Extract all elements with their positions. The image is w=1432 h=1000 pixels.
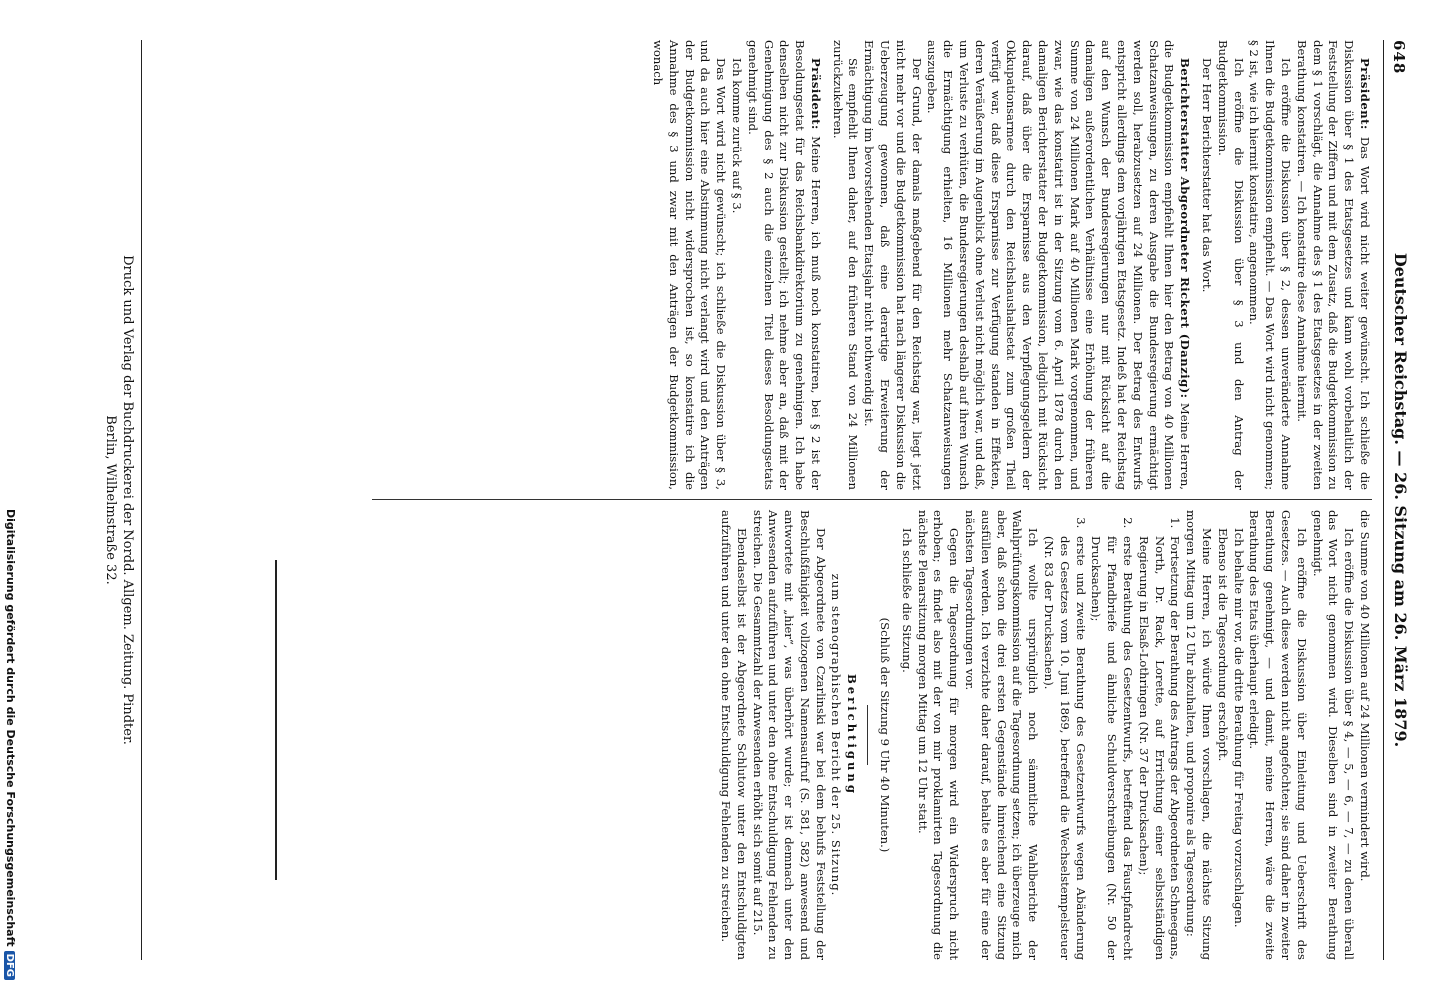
paragraph (924, 40, 1193, 490)
digitization-credit (4, 40, 17, 980)
paragraph-text: Der Grund, der damals maßgebend für den Reichstag war, liegt jetzt nicht mehr vor und die Budgetkommission hat nach längerer Diskussion die Ueberzeugung gewonnen, daß eine derartige Erweiterung der Ermächtigung im bevorstehenden Etatsjahr nicht nothwendig ist. (862, 40, 924, 490)
paragraph-text: Gegen die Tagesordnung für morgen wird ein Widerspruch nicht erhoben; es findet also mit der von mir proklamirten Tagesordnung die nächste Plenarsitzung morgen Mittag um 12 Uhr statt. (915, 510, 962, 960)
paragraph-text: Ich eröffne die Diskussion über § 3 und den Antrag der Budgetkommission. (1215, 40, 1246, 490)
paragraph-text: Meine Herren, ich würde Ihnen vorschlagen, die nächste Sitzung morgen Mittag um 12 Uhr abzuhalten, und proponire als Tagesordnung: (1184, 510, 1215, 960)
correction-subtitle: zum stenographischen Bericht der 25. Sitzung. (829, 573, 844, 897)
dfg-logo: DFG (4, 951, 15, 980)
paragraph (1214, 40, 1246, 490)
left-column (372, 40, 1372, 490)
column-divider (372, 499, 1372, 500)
page-header (1383, 40, 1414, 960)
paragraph (898, 510, 914, 960)
imprint (102, 40, 136, 960)
paragraph-text: Das Wort wird nicht gewünscht; ich schließe die Diskussion über § 3, und da auch hier eine Abstimmung nicht verlangt wird und den Anträgen der Budgetkommission nicht widersprochen ist, so konstatire ich die Annahme des § 3 und zwar mit den Anträgen der Budgetkommission, wonach (650, 40, 729, 490)
imprint-rule (141, 40, 142, 960)
closing-note: (Schluß der Sitzung 9 Uhr 40 Minuten.) (878, 617, 893, 853)
paragraph (1293, 40, 1372, 490)
correction-title: Berichtigung (845, 673, 860, 796)
paragraph-text: Ich komme zurück auf § 3. (729, 58, 744, 214)
paragraph (1214, 510, 1230, 960)
paragraph (1182, 510, 1214, 960)
imprint-line: Druck und Verlag der Buchdruckerei der Nordd. Allgem. Zeitung. Pindter. (120, 255, 135, 745)
paragraph (914, 510, 961, 960)
paragraph (1246, 40, 1293, 490)
paragraph (728, 40, 744, 490)
paragraph (1246, 510, 1309, 960)
paragraph-text: Ebenso ist die Tagesordnung erschöpft. (1215, 528, 1230, 762)
paragraph (861, 40, 924, 490)
paragraph-text: Ich eröffne die Diskussion über Einleitung und Ueberschrift des Gesetzes. — Auch diese werden nicht angefochten; sie sind daher in zweiter Berathung genehmigt, — und damit, meine Herren, wäre die zweite Berathung des Etats überhaupt erledigt. (1247, 510, 1309, 960)
paragraph-text: Meine Herren, die Budgetkommission empfiehlt Ihnen hier den Betrag von 40 Millionen Schatzanweisungen, zu deren Ausgabe die Bundesregierung ermächtigt werden soll, herabzusetzen auf 24 Millionen. Der Betrag des Entwurfs entspricht allerdings dem vorjährigen Etatsgesetz. Indeß hat der Reichstag auf den Wunsch der Bundesregierungen nur mit Rücksicht auf die damaligen außerordentlichen Verhältnisse eine Erhöhung der früheren Summe von 24 Millionen Mark auf 40 Millionen Mark vorgenommen, und zwar, wie das konstatirt ist in der Sitzung vom 6. April 1878 durch den damaligen Berichterstatter der Budgetkommission, lediglich mit Rücksicht darauf, daß über die Ersparnisse aus den Verpflegungsgeldern der Okkupationsarmee durch den Reichshaushaltsetat zum großen Theil verfügt war, daß diese Ersparnisse zur Verfügung standen in Effekten, deren Veräußerung im Augenblick ohne Verlust nicht möglich war, und daß, um Verluste zu verhüten, die Bundesregierungen deshalb auf ihren Wunsch die Ermächtigung erhielten, 16 Millionen mehr Schatzanweisungen auszugeben. (925, 40, 1193, 490)
section-rule (276, 560, 278, 880)
credit-text: Digitalisierung gefördert durch die Deutsche Forschungsgemeinschaft (4, 508, 17, 947)
speaker-label: Präsident: (808, 58, 823, 130)
paragraph-text: Meine Herren, ich muß noch konstatiren, bei § 2 ist der Besoldungsetat für das Reichsbankdirektorium zu genehmigen. Ich habe denselben nicht zur Diskussion gestellt; ich nehme aber an, daß mit der Genehmigung des § 2 auch die einzelnen Titel dieses Besoldungsetats genehmigt sind. (745, 40, 823, 490)
speaker-label: Berichterstatter Abgeordneter Rickert (Danzig): (1178, 58, 1193, 399)
section-rule (867, 705, 868, 765)
paragraph (1230, 510, 1246, 960)
page-number: 648 (1390, 40, 1408, 75)
paragraph-text: Ich eröffne die Diskussion über § 4, — 5, — 6, — 7, — zu denen überall das Wort nicht genommen wird. Dieselben sind in zweiter Berathung genehmigt. (1310, 510, 1357, 960)
paragraph (829, 40, 861, 490)
paragraph (961, 510, 1040, 960)
agenda-item: 2. erste Berathung des Gesetzentwurfs, betreffend das Faustpfandrecht für Pfandbriefe und ähnliche Schuldverschreibungen (Nr. 50 der Drucksachen); (1088, 532, 1135, 960)
paragraph-text: Ich behalte mir vor, die dritte Berathung für Freitag vorzuschlagen. (1231, 528, 1246, 928)
running-title: Deutscher Reichstag. — 26. Sitzung am 26. März 1879. (1391, 252, 1410, 748)
paragraph (1309, 510, 1356, 960)
speaker-label: Präsident: (1358, 58, 1372, 130)
paragraph (1356, 510, 1372, 960)
paragraph-text: Ich schließe die Sitzung. (899, 528, 914, 673)
imprint-line: Berlin, Wilhelmstraße 32. (103, 415, 118, 585)
paragraph (744, 40, 823, 490)
paragraph-text: Sie empfiehlt Ihnen daher, auf den früheren Stand von 24 Millionen zurückzukehren. (830, 40, 861, 490)
agenda-list (1040, 532, 1182, 960)
right-column (372, 510, 1372, 960)
paragraph (649, 40, 728, 490)
agenda-item: 3. erste und zweite Berathung des Gesetzentwurfs wegen Abänderung des Gesetzes vom 10. Juni 1869, betreffend die Wechselstempelsteuer (Nr. 83 der Drucksachen). (1040, 532, 1087, 960)
paragraph-text: Der Herr Berichterstatter hat das Wort. (1200, 58, 1215, 293)
paragraph-text: Ich wollte ursprünglich noch sämmtliche Wahlberichte der Wahlprüfungskommission auf die Tagesordnung setzen; ich überzeuge mich aber, daß schon die drei ersten Gegenstände hinreichend eine Sitzung ausfüllen werden. Ich verzichte daher darauf, behalte es aber für eine der nächsten Tagesordnungen vor. (963, 510, 1041, 960)
agenda-item: 1. Fortsetzung der Berathung des Antrags der Abgeordneten Schneegans, North, Dr. Rack, Lorette, auf Errichtung einer selbstständigen Regierung in Elsaß-Lothringen (Nr. 37 der Drucksachen); (1135, 532, 1182, 960)
correction-paragraph: Ebendaselbst ist der Abgeordnete Schlutow unter den Entschuldigten aufzuführen und unter den ohne Entschuldigung Fehlenden zu streichen. (718, 510, 749, 960)
paragraph-text: die Summe von 40 Millionen auf 24 Millionen vermindert wird. (1358, 510, 1372, 882)
paragraph-text: Das Wort wird nicht weiter gewünscht. Ich schließe die Diskussion über § 1 des Etatsgesetzes und kann wohl vorbehaltlich der Feststellung der Ziffern und mit dem Zusatz, daß die Budgetkommission zu dem § 1 vorschlägt, die Annahme des § 1 des Etatsgesetzes in der zweiten Berathung konstatiren. — Ich konstatire diese Annahme hiermit. (1294, 40, 1372, 490)
correction-paragraph: Der Abgeordnete von Czarlinski war bei dem behufs Feststellung der Beschlußfähigkeit vollzogenen Namensaufruf (S. 581, 582) anwesend und antwortete mit „hier“, was überhört wurde; er ist demnach unter den Anwesenden aufzuführen und unter den ohne Entschuldigung Fehlenden zu streichen. Die Gesammtzahl der Anwesenden erhöht sich somit auf 215. (750, 510, 828, 960)
paragraph-text: Ich eröffne die Diskussion über § 2, dessen unveränderte Annahme Ihnen die Budgetkommission empfiehlt. — Das Wort wird nicht genommen; § 2 ist, wie ich hiermit konstatire, angenommen. (1247, 40, 1294, 490)
paragraph (1198, 40, 1214, 490)
